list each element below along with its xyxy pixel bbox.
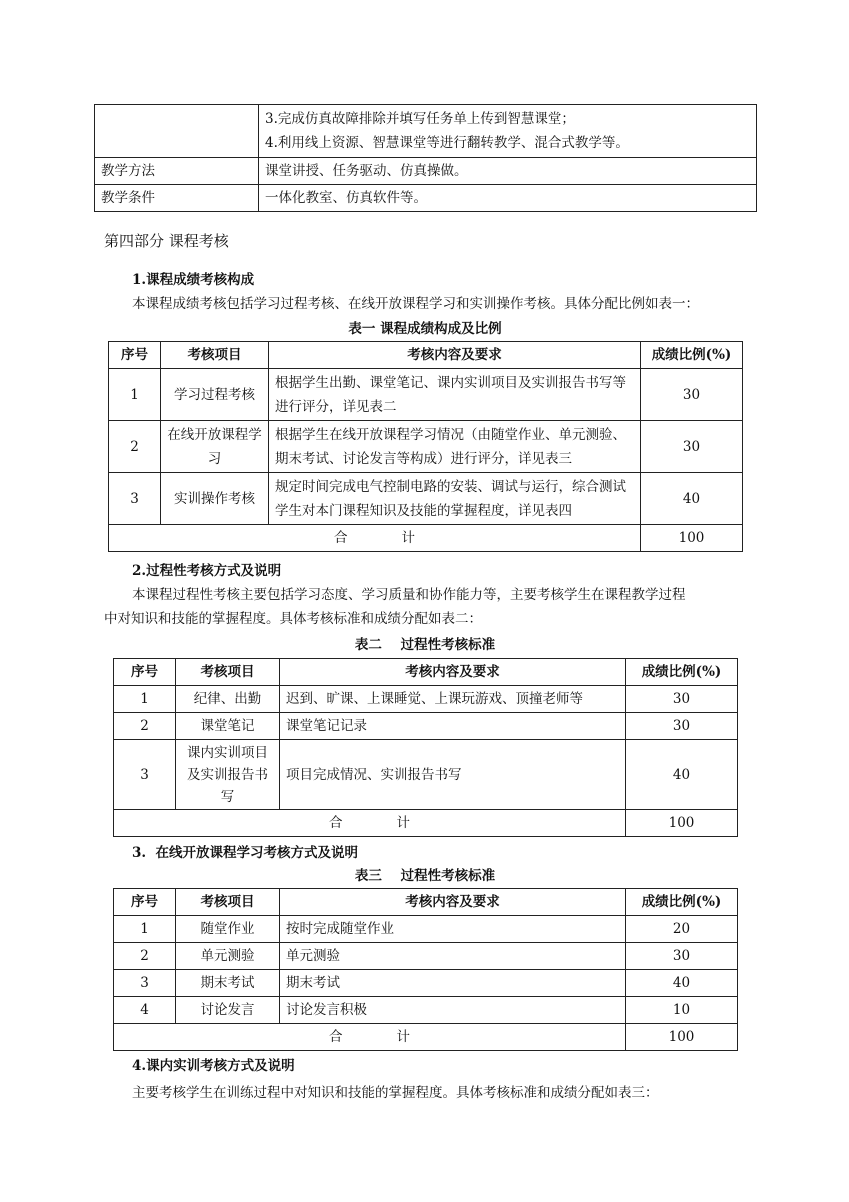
cell-ratio: 40 [626,970,738,997]
row-content: 课堂讲授、任务驱动、仿真操做。 [259,158,757,185]
table-row [114,970,738,997]
col-header: 考核项目 [176,659,280,686]
s1-title: 1.课程成绩考核构成 [132,272,255,288]
cell-content: 期末考试 [280,970,626,997]
table-row [114,916,738,943]
col-header: 考核内容及要求 [280,889,626,916]
cell-no: 1 [114,916,176,943]
total-label-a: 合 [329,815,343,831]
cell-content: 单元测验 [280,943,626,970]
cell-ratio: 30 [626,943,738,970]
content-line: 4.利用线上资源、智慧课堂等进行翻转教学、混合式教学等。 [265,135,629,151]
cell-content: 项目完成情况、实训报告书写 [280,740,626,810]
total-value: 100 [626,810,738,837]
col-header: 成绩比例(%) [641,342,743,369]
s2-paragraph-1: 本课程过程性考核主要包括学习态度、学习质量和协作能力等，主要考核学生在课程教学过程 [132,587,686,603]
cell-item: 在线开放课程学习 [161,421,269,473]
table3-caption: 表三 过程性考核标准 [354,868,496,884]
cell-content: 讨论发言积极 [280,997,626,1024]
row-label: 教学方法 [95,158,259,185]
cell-content: 课堂笔记记录 [280,713,626,740]
table-header-row [109,342,743,369]
cell-no: 2 [114,943,176,970]
table-header-row [114,659,738,686]
col-header: 考核内容及要求 [269,342,641,369]
cell-no: 3 [114,970,176,997]
row-content [259,105,757,158]
cell-ratio: 30 [626,686,738,713]
table-header-row [114,889,738,916]
s1-paragraph: 本课程成绩考核包括学习过程考核、在线开放课程学习和实训操作考核。具体分配比例如表一： [132,296,699,312]
cell-ratio: 30 [626,713,738,740]
total-value: 100 [641,525,743,552]
col-header: 成绩比例(%) [626,659,738,686]
cell-item: 期末考试 [176,970,280,997]
total-label-b: 计 [396,815,410,831]
col-header: 序号 [114,659,176,686]
col-header: 考核项目 [161,342,269,369]
cell-no: 2 [109,421,161,473]
s2-paragraph-2: 中对知识和技能的掌握程度。具体考核标准和成绩分配如表二： [104,611,482,627]
cell-ratio: 30 [641,369,743,421]
table-total-row [114,1024,738,1051]
cell-content: 根据学生在线开放课程学习情况（由随堂作业、单元测验、期末考试、讨论发言等构成）进行评分，详见表三 [269,421,641,473]
cell-item: 实训操作考核 [161,473,269,525]
table-row [114,713,738,740]
cell-content: 根据学生出勤、课堂笔记、课内实训项目及实训报告书写等进行评分，详见表二 [269,369,641,421]
table3 [113,888,738,1051]
table-row [95,158,757,185]
cell-item: 课堂笔记 [176,713,280,740]
table-row [95,185,757,212]
cell-ratio: 40 [626,740,738,810]
teaching-info-table [94,104,757,212]
table-total-row [109,525,743,552]
cell-ratio: 40 [641,473,743,525]
table-row [95,105,757,158]
table-row [109,473,743,525]
table1 [108,341,743,552]
s4-paragraph: 主要考核学生在训练过程中对知识和技能的掌握程度。具体考核标准和成绩分配如表三： [132,1085,659,1101]
row-content: 一体化教室、仿真软件等。 [259,185,757,212]
section-title: 第四部分 课程考核 [104,232,229,250]
col-header: 考核项目 [176,889,280,916]
content-line: 3.完成仿真故障排除并填写任务单上传到智慧课堂； [265,111,575,127]
table-row [114,943,738,970]
total-label [114,1024,626,1051]
cell-no: 1 [109,369,161,421]
cell-item: 学习过程考核 [161,369,269,421]
cell-no: 3 [109,473,161,525]
cell-ratio: 10 [626,997,738,1024]
total-label-b: 计 [396,1029,410,1045]
s3-title: 3. 在线开放课程学习考核方式及说明 [132,845,358,861]
table1-caption: 表一 课程成绩构成及比例 [348,321,502,337]
cell-ratio: 30 [641,421,743,473]
table-row [109,421,743,473]
col-header: 成绩比例(%) [626,889,738,916]
table2 [113,658,738,837]
table2-caption: 表二 过程性考核标准 [354,637,496,653]
table-row [109,369,743,421]
cell-item: 随堂作业 [176,916,280,943]
total-label-a: 合 [329,1029,343,1045]
total-label-b: 计 [401,530,415,546]
cell-item: 单元测验 [176,943,280,970]
cell-content: 迟到、旷课、上课睡觉、上课玩游戏、顶撞老师等 [280,686,626,713]
row-label [95,105,259,158]
cell-ratio: 20 [626,916,738,943]
s2-title: 2.过程性考核方式及说明 [132,563,282,579]
total-value: 100 [626,1024,738,1051]
total-label [114,810,626,837]
cell-item: 纪律、出勤 [176,686,280,713]
col-header: 考核内容及要求 [280,659,626,686]
table-row [114,997,738,1024]
cell-no: 1 [114,686,176,713]
table-row [114,740,738,810]
col-header: 序号 [114,889,176,916]
cell-no: 2 [114,713,176,740]
col-header: 序号 [109,342,161,369]
cell-no: 3 [114,740,176,810]
total-label [109,525,641,552]
table-row [114,686,738,713]
cell-item: 课内实训项目及实训报告书写 [176,740,280,810]
cell-content: 规定时间完成电气控制电路的安装、调试与运行，综合测试学生对本门课程知识及技能的掌握程度，详见表四 [269,473,641,525]
total-label-a: 合 [334,530,348,546]
cell-content: 按时完成随堂作业 [280,916,626,943]
cell-item: 讨论发言 [176,997,280,1024]
cell-no: 4 [114,997,176,1024]
table-total-row [114,810,738,837]
row-label: 教学条件 [95,185,259,212]
s4-title: 4.课内实训考核方式及说明 [132,1058,295,1074]
